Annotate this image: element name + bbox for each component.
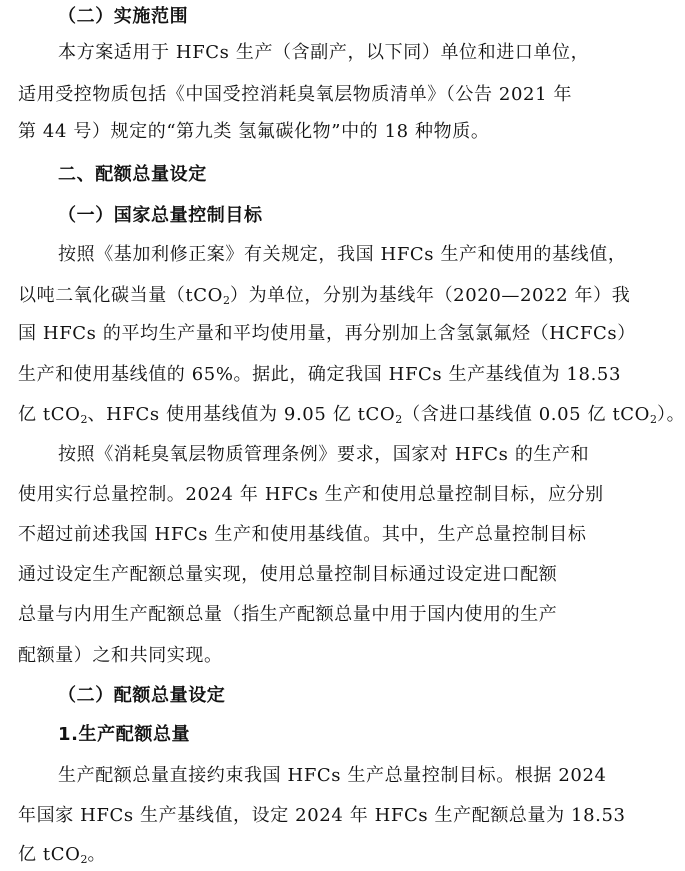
paragraph-line: 第 44 号）规定的“第九类 氢氟碳化物”中的 18 种物质。 <box>18 121 490 142</box>
paragraph-line: 总量与内用生产配额总量（指生产配额总量中用于国内使用的生产 <box>18 604 558 625</box>
scope-heading: （二）实施范围 <box>58 6 189 27</box>
paragraph-line: 生产和使用基线值的 65%。据此，确定我国 HFCs 生产基线值为 18.53 <box>18 364 622 385</box>
paragraph-line: 年国家 HFCs 生产基线值，设定 2024 年 HFCs 生产配额总量为 18.53 <box>18 805 626 826</box>
paragraph-line: 使用实行总量控制。2024 年 HFCs 生产和使用总量控制目标，应分别 <box>18 484 604 505</box>
paragraph-line: 国 HFCs 的平均生产量和平均使用量，再分别加上含氢氯氟烃（HCFCs） <box>18 323 636 344</box>
paragraph-line: 通过设定生产配额总量实现，使用总量控制目标通过设定进口配额 <box>18 564 558 585</box>
paragraph-line: 适用受控物质包括《中国受控消耗臭氧层物质清单》（公告 2021 年 <box>18 84 573 105</box>
production-quota-heading: 1.生产配额总量 <box>58 724 191 745</box>
paragraph-line: 本方案适用于 HFCs 生产（含副产，以下同）单位和进口单位， <box>58 42 590 63</box>
paragraph-line: 按照《基加利修正案》有关规定，我国 HFCs 生产和使用的基线值， <box>58 244 627 265</box>
paragraph-line: 不超过前述我国 HFCs 生产和使用基线值。其中，生产总量控制目标 <box>18 524 587 545</box>
quota-heading: 二、配额总量设定 <box>58 164 207 185</box>
paragraph-line: 生产配额总量直接约束我国 HFCs 生产总量控制目标。根据 2024 <box>58 765 607 786</box>
quota-setting-heading: （二）配额总量设定 <box>58 685 226 706</box>
paragraph-line: 以吨二氧化碳当量（tCO$_2$）为单位，分别为基线年（2020—2022 年）我 <box>18 285 631 307</box>
paragraph-line: 按照《消耗臭氧层物质管理条例》要求，国家对 HFCs 的生产和 <box>58 444 590 465</box>
paragraph-line: 配额量）之和共同实现。 <box>18 645 223 666</box>
national-target-heading: （一）国家总量控制目标 <box>58 205 263 226</box>
paragraph-line: 亿 tCO$_2$、HFCs 使用基线值为 9.05 亿 tCO$_2$（含进口基线值 0.05 亿 tCO$_2$）。 <box>18 404 685 426</box>
paragraph-line: 亿 tCO$_2$。 <box>18 844 107 866</box>
